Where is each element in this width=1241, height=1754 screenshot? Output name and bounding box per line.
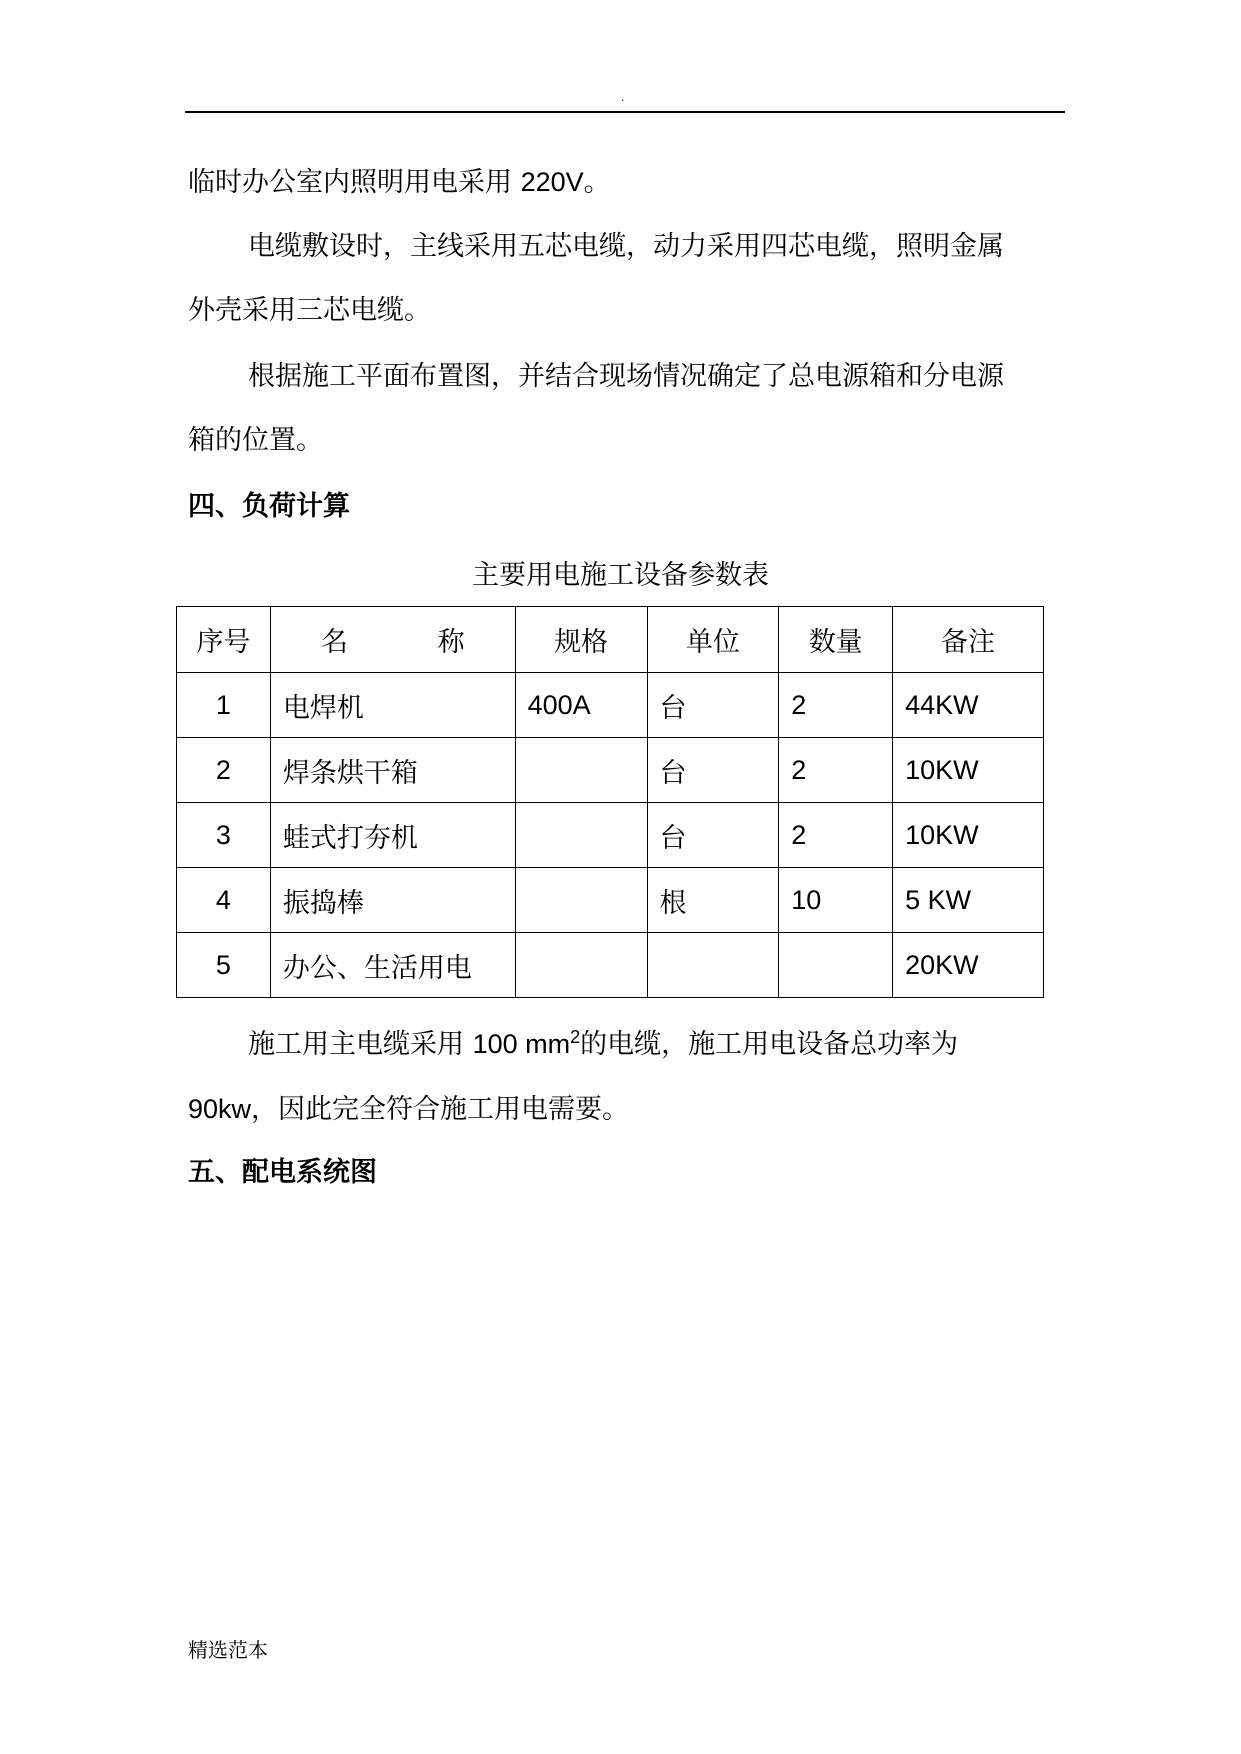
cell-unit <box>647 933 779 998</box>
cell-qty: 10 <box>779 868 893 933</box>
cell-spec <box>515 803 647 868</box>
cell-note: 5 KW <box>893 868 1044 933</box>
paragraph-main-cable <box>248 1024 958 1065</box>
cell-no: 3 <box>177 803 271 868</box>
total-power-value: 90kw <box>188 1094 252 1124</box>
cell-name: 蛙式打夯机 <box>270 803 515 868</box>
cell-spec <box>515 738 647 803</box>
paragraph-cable-line2: 外壳采用三芯电缆。 <box>188 295 431 326</box>
header-spec: 规格 <box>515 607 647 673</box>
cell-note: 10KW <box>893 803 1044 868</box>
header-note: 备注 <box>893 607 1044 673</box>
cell-name: 焊条烘干箱 <box>270 738 515 803</box>
paragraph-lighting-text: 临时办公室内照明用电采用 <box>188 167 521 198</box>
cell-no: 1 <box>177 673 271 738</box>
main-cable-text-b: 的电缆，施工用电设备总功率为 <box>580 1029 959 1060</box>
cell-note: 44KW <box>893 673 1044 738</box>
cell-qty: 2 <box>779 673 893 738</box>
equipment-table <box>176 606 1044 998</box>
table-row <box>177 868 1044 933</box>
header-qty: 数量 <box>779 607 893 673</box>
cell-unit: 台 <box>647 738 779 803</box>
cell-unit: 台 <box>647 803 779 868</box>
main-cable-size: 100 mm <box>472 1029 571 1059</box>
cell-unit: 根 <box>647 868 779 933</box>
table-row <box>177 803 1044 868</box>
cell-no: 5 <box>177 933 271 998</box>
cell-spec <box>515 933 647 998</box>
cell-no: 2 <box>177 738 271 803</box>
cell-qty: 2 <box>779 738 893 803</box>
main-cable-size-exponent: 2 <box>570 1027 581 1047</box>
cell-name: 办公、生活用电 <box>270 933 515 998</box>
section-heading-distribution: 五、配电系统图 <box>188 1157 377 1188</box>
cell-spec <box>515 868 647 933</box>
table-row <box>177 738 1044 803</box>
cell-name: 振捣棒 <box>270 868 515 933</box>
cell-unit: 台 <box>647 673 779 738</box>
header-name-part2: 称 <box>437 627 465 658</box>
cell-name: 电焊机 <box>270 673 515 738</box>
main-cable-text-a: 施工用主电缆采用 <box>248 1029 473 1060</box>
paragraph-total-power <box>188 1089 629 1130</box>
header-name <box>270 607 515 673</box>
cell-note: 20KW <box>893 933 1044 998</box>
header-rule <box>185 111 1065 113</box>
header-name-part1: 名 <box>320 627 348 658</box>
header-unit: 单位 <box>647 607 779 673</box>
cell-qty <box>779 933 893 998</box>
paragraph-layout-line1: 根据施工平面布置图，并结合现场情况确定了总电源箱和分电源 <box>248 361 1004 392</box>
cell-qty: 2 <box>779 803 893 868</box>
paragraph-layout-line2: 箱的位置。 <box>188 425 323 456</box>
section-heading-load-calc: 四、负荷计算 <box>188 491 350 522</box>
cell-note: 10KW <box>893 738 1044 803</box>
paragraph-lighting-voltage: 220V <box>520 167 584 197</box>
total-power-text: ，因此完全符合施工用电需要。 <box>251 1094 630 1125</box>
table-caption: 主要用电施工设备参数表 <box>472 560 769 591</box>
table-row <box>177 933 1044 998</box>
header-no: 序号 <box>177 607 271 673</box>
table-row <box>177 673 1044 738</box>
table-header-row <box>177 607 1044 673</box>
paragraph-lighting-end: 。 <box>583 167 611 198</box>
paragraph-lighting <box>188 162 611 203</box>
footer-text: 精选范本 <box>188 1638 268 1662</box>
cell-no: 4 <box>177 868 271 933</box>
header-dot: . <box>621 93 625 104</box>
cell-spec: 400A <box>515 673 647 738</box>
paragraph-cable-line1: 电缆敷设时，主线采用五芯电缆，动力采用四芯电缆，照明金属 <box>248 231 1004 262</box>
